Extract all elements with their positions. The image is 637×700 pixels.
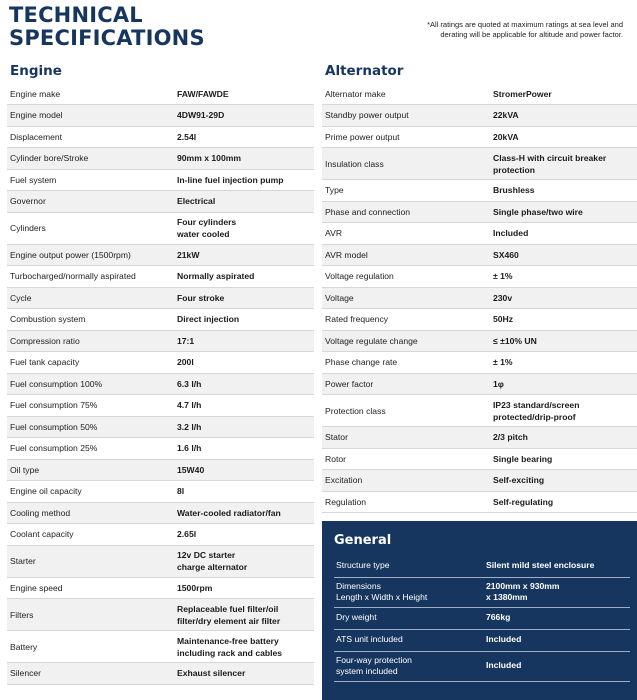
engine-label: Starter [7,545,174,577]
engine-value: 17:1 [174,330,314,352]
engine-label: Oil type [7,459,174,481]
engine-value: 6.3 l/h [174,373,314,395]
engine-value: 4DW91-29D [174,105,314,127]
alternator-value: Single bearing [490,448,637,470]
alternator-label: Phase change rate [322,352,490,374]
engine-row [7,212,314,244]
alternator-row [322,373,637,395]
engine-row [7,330,314,352]
engine-label: Governor [7,191,174,213]
engine-row [7,266,314,288]
general-value: Silent mild steel enclosure [484,555,630,577]
alternator-row [322,470,637,492]
engine-row [7,244,314,266]
engine-value: 1.6 l/h [174,438,314,460]
engine-label: Cooling method [7,502,174,524]
alternator-label: Protection class [322,395,490,427]
engine-value: Water-cooled radiator/fan [174,502,314,524]
engine-row [7,105,314,127]
engine-label: Fuel consumption 100% [7,373,174,395]
engine-row [7,459,314,481]
engine-value: 1500rpm [174,577,314,599]
engine-row [7,524,314,546]
engine-label: Cycle [7,287,174,309]
alternator-value: 1φ [490,373,637,395]
engine-value: 90mm x 100mm [174,148,314,170]
engine-label: Fuel consumption 75% [7,395,174,417]
engine-row [7,287,314,309]
alternator-row [322,223,637,245]
general-row [334,629,630,651]
engine-label: Silencer [7,663,174,685]
engine-row [7,191,314,213]
alternator-value: Self-regulating [490,491,637,513]
general-row [334,577,630,607]
engine-label: Cylinder bore/Stroke [7,148,174,170]
engine-value: 12v DC starter charge alternator [174,545,314,577]
engine-label: Engine model [7,105,174,127]
alternator-label: AVR [322,223,490,245]
general-row [334,651,630,681]
alternator-label: Rated frequency [322,309,490,331]
alternator-value: Class-H with circuit breaker protection [490,148,637,180]
general-label: Dimensions Length x Width x Height [334,577,484,607]
engine-label: Engine output power (1500rpm) [7,244,174,266]
alternator-label: Regulation [322,491,490,513]
engine-label: Battery [7,631,174,663]
engine-value: FAW/FAWDE [174,83,314,105]
general-value: 2100mm x 930mm x 1380mm [484,577,630,607]
engine-label: Fuel tank capacity [7,352,174,374]
engine-label: Fuel consumption 25% [7,438,174,460]
engine-value: 3.2 l/h [174,416,314,438]
alternator-row [322,448,637,470]
title-line-1: TECHNICAL [9,3,143,27]
engine-row [7,663,314,685]
engine-spec-table [7,83,314,685]
engine-row [7,169,314,191]
engine-value: Maintenance-free battery including rack and cables [174,631,314,663]
engine-value: Replaceable fuel filter/oil filter/dry element air filter [174,599,314,631]
alternator-label: Standby power output [322,105,490,127]
alternator-row [322,287,637,309]
alternator-label: Insulation class [322,148,490,180]
engine-value: Normally aspirated [174,266,314,288]
alternator-value: 2/3 pitch [490,427,637,449]
alternator-value: IP23 standard/screen protected/drip-proof [490,395,637,427]
general-panel [322,521,637,700]
general-spec-table [334,555,630,682]
alternator-label: Type [322,180,490,202]
engine-label: Combustion system [7,309,174,331]
engine-value: 2.65l [174,524,314,546]
alternator-label: Prime power output [322,126,490,148]
general-row [334,607,630,629]
general-label: ATS unit included [334,629,484,651]
engine-row [7,309,314,331]
alternator-value: SX460 [490,244,637,266]
alternator-row [322,491,637,513]
engine-value: 15W40 [174,459,314,481]
alternator-row [322,427,637,449]
title-line-2: SPECIFICATIONS [9,26,205,50]
alternator-label: Excitation [322,470,490,492]
engine-row [7,352,314,374]
engine-label: Engine make [7,83,174,105]
engine-label: Turbocharged/normally aspirated [7,266,174,288]
note-line-1: *All ratings are quoted at maximum ratings at sea level and [427,20,623,29]
engine-row [7,416,314,438]
engine-value: In-line fuel injection pump [174,169,314,191]
engine-row [7,438,314,460]
engine-value: 200l [174,352,314,374]
alternator-value: ± 1% [490,266,637,288]
engine-value: 4.7 l/h [174,395,314,417]
engine-label: Fuel consumption 50% [7,416,174,438]
engine-label: Cylinders [7,212,174,244]
general-label: Dry weight [334,607,484,629]
alternator-value: StromerPower [490,83,637,105]
alternator-value: ± 1% [490,352,637,374]
engine-row [7,395,314,417]
engine-row [7,148,314,170]
general-label: Structure type [334,555,484,577]
engine-row [7,577,314,599]
engine-value: 2.54l [174,126,314,148]
general-heading: General [334,533,392,548]
alternator-row [322,83,637,105]
engine-row [7,631,314,663]
alternator-label: Voltage [322,287,490,309]
general-label: Four-way protection system included [334,651,484,681]
engine-row [7,126,314,148]
ratings-note [373,20,623,40]
alternator-row [322,266,637,288]
engine-value: Electrical [174,191,314,213]
page-title [9,4,205,50]
engine-value: Four stroke [174,287,314,309]
engine-heading: Engine [10,63,62,79]
alternator-row [322,309,637,331]
alternator-value: 230v [490,287,637,309]
engine-row [7,599,314,631]
engine-label: Fuel system [7,169,174,191]
general-value: Included [484,629,630,651]
alternator-value: 22kVA [490,105,637,127]
alternator-spec-table [322,83,637,513]
engine-row [7,83,314,105]
alternator-label: Alternator make [322,83,490,105]
engine-label: Engine oil capacity [7,481,174,503]
engine-value: 8l [174,481,314,503]
alternator-label: Stator [322,427,490,449]
alternator-label: Rotor [322,448,490,470]
note-line-2: derating will be applicable for altitude and power factor. [440,30,623,39]
general-value: 766kg [484,607,630,629]
alternator-value: Brushless [490,180,637,202]
engine-row [7,373,314,395]
alternator-row [322,148,637,180]
general-row [334,555,630,577]
alternator-row [322,180,637,202]
alternator-value: Single phase/two wire [490,201,637,223]
alternator-row [322,126,637,148]
engine-value: Exhaust silencer [174,663,314,685]
alternator-value: ≤ ±10% UN [490,330,637,352]
engine-value: 21kW [174,244,314,266]
alternator-value: Self-exciting [490,470,637,492]
alternator-value: Included [490,223,637,245]
engine-value: Four cylinders water cooled [174,212,314,244]
alternator-value: 20kVA [490,126,637,148]
alternator-value: 50Hz [490,309,637,331]
engine-label: Filters [7,599,174,631]
engine-label: Compression ratio [7,330,174,352]
engine-row [7,502,314,524]
engine-row [7,481,314,503]
alternator-row [322,201,637,223]
alternator-label: Phase and connection [322,201,490,223]
engine-row [7,545,314,577]
alternator-label: Voltage regulate change [322,330,490,352]
alternator-label: AVR model [322,244,490,266]
alternator-label: Power factor [322,373,490,395]
alternator-row [322,105,637,127]
alternator-row [322,352,637,374]
engine-label: Displacement [7,126,174,148]
general-value: Included [484,651,630,681]
alternator-row [322,244,637,266]
alternator-row [322,395,637,427]
engine-label: Coolant capacity [7,524,174,546]
engine-label: Engine speed [7,577,174,599]
alternator-row [322,330,637,352]
alternator-label: Voltage regulation [322,266,490,288]
engine-value: Direct injection [174,309,314,331]
alternator-heading: Alternator [325,63,404,79]
